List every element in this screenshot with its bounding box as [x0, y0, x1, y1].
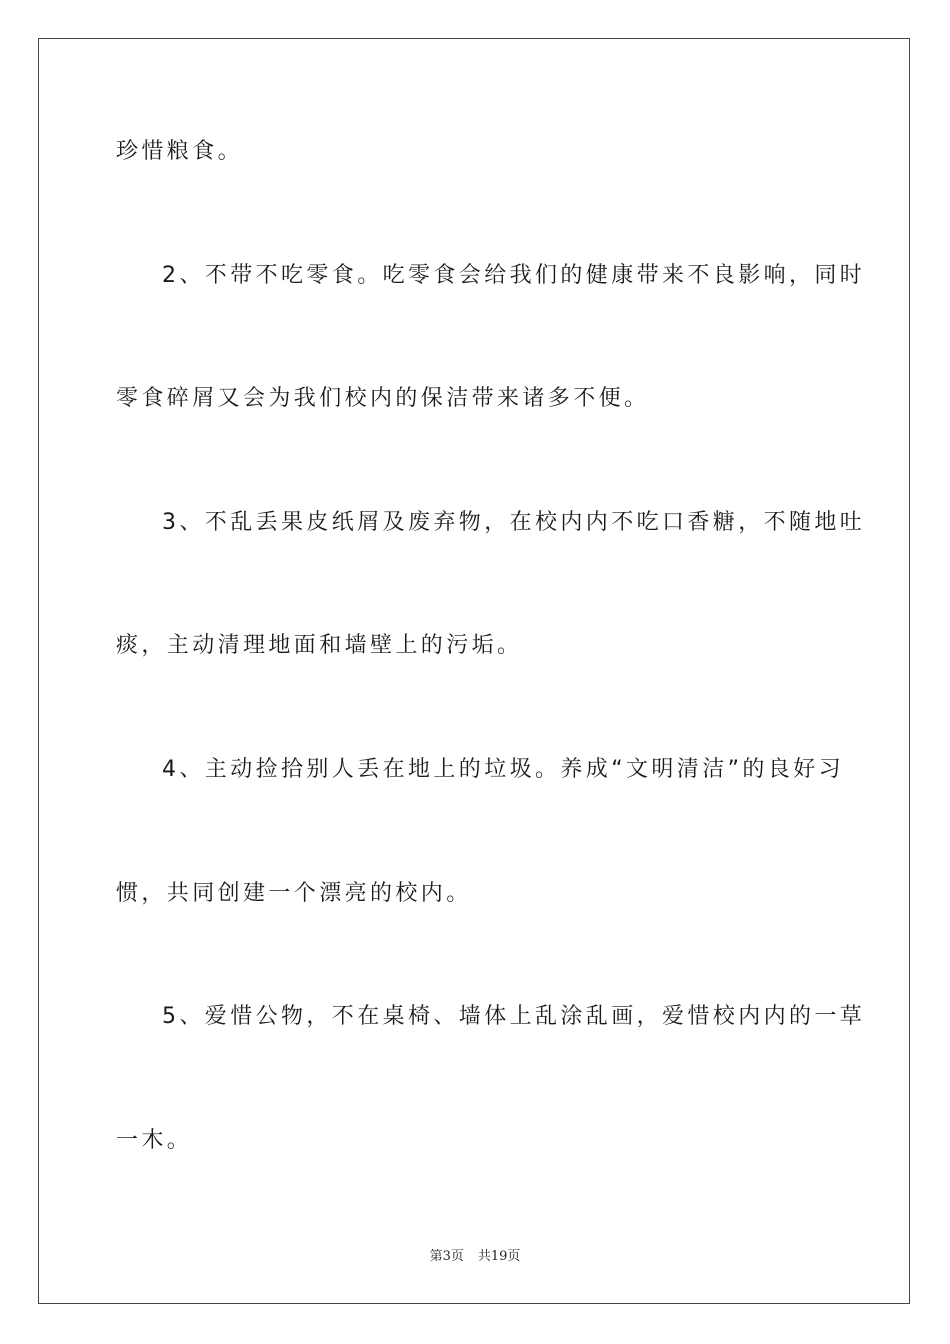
total-pages-label: 共19页	[477, 1249, 521, 1264]
body-line-3: 零食碎屑又会为我们校内的保洁带来诸多不便。	[116, 386, 650, 411]
page-footer	[0, 1248, 950, 1266]
body-line-7: 惯，共同创建一个漂亮的校内。	[116, 881, 472, 906]
body-line-5: 痰，主动清理地面和墙壁上的污垢。	[116, 633, 523, 658]
page-frame	[38, 38, 910, 1304]
body-line-2: 2、不带不吃零食。吃零食会给我们的健康带来不良影响，同时	[162, 263, 866, 288]
current-page-label: 第3页	[429, 1249, 464, 1264]
body-line-1: 珍惜粮食。	[116, 139, 244, 164]
body-line-9: 一木。	[116, 1128, 193, 1153]
body-line-4: 3、不乱丢果皮纸屑及废弃物，在校内内不吃口香糖，不随地吐	[162, 510, 866, 535]
body-line-6: 4、主动捡拾别人丢在地上的垃圾。养成“文明清洁”的良好习	[162, 757, 844, 782]
body-line-8: 5、爱惜公物，不在桌椅、墙体上乱涂乱画，爱惜校内内的一草	[162, 1004, 866, 1029]
